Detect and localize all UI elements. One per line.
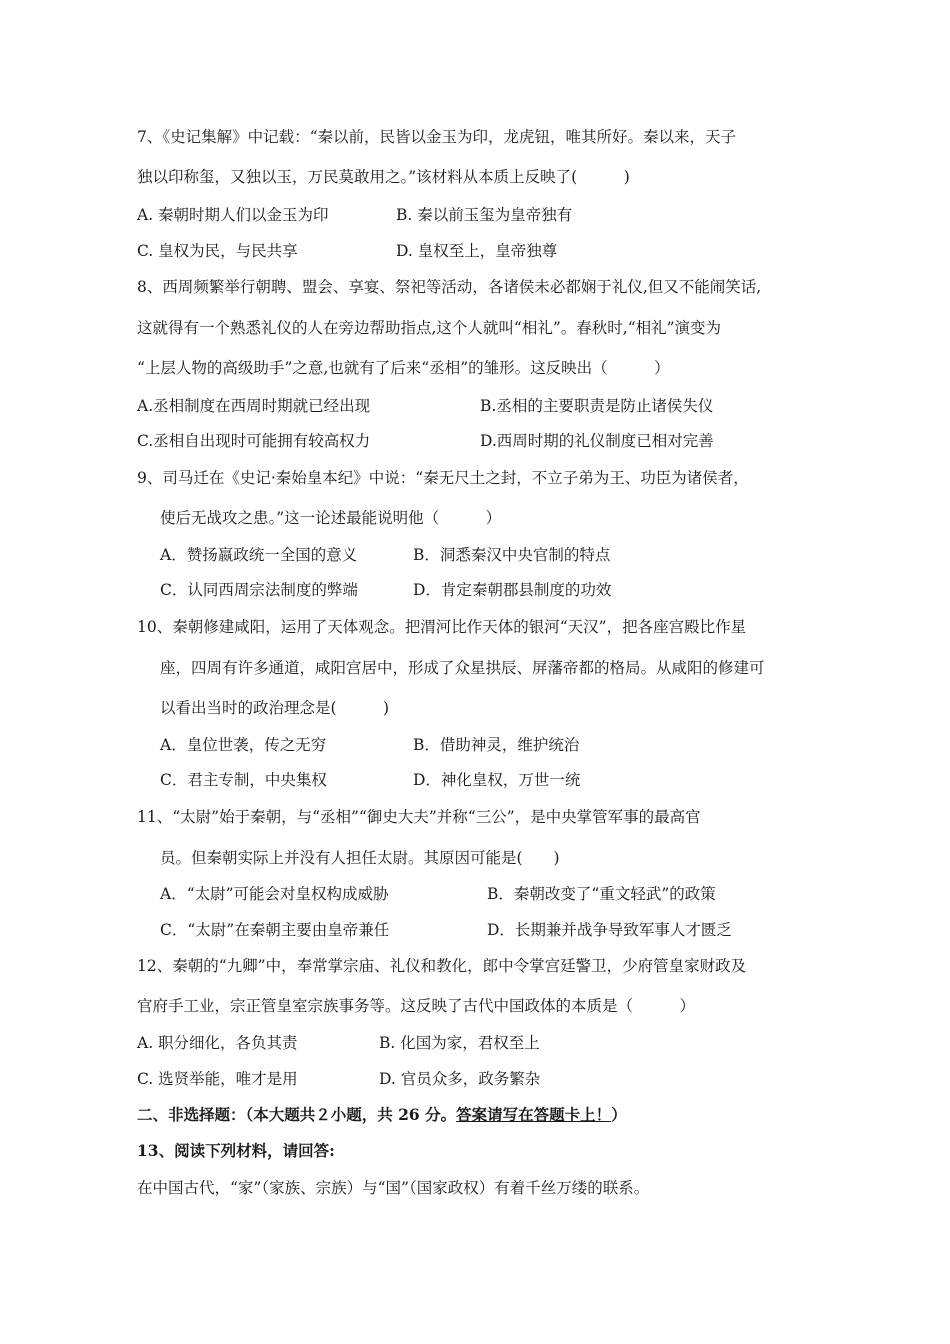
q11-stem-line2: 员。但秦朝实际上并没有人担任太尉。其原因可能是( ) — [160, 849, 560, 867]
q7-option-b: B. 秦以前玉玺为皇帝独有 — [396, 206, 573, 224]
q10-option-c: C．君主专制，中央集权 — [160, 771, 327, 789]
q8-option-d: D.西周时期的礼仪制度已相对完善 — [480, 432, 714, 450]
q9-option-a: A．赞扬嬴政统一全国的意义 — [160, 546, 358, 564]
q8-option-a: A.丞相制度在西周时期就已经出现 — [137, 397, 371, 415]
q10-stem-line3: 以看出当时的政治理念是( ) — [160, 699, 390, 717]
q12-option-a: A. 职分细化，各负其责 — [137, 1034, 298, 1052]
q11-option-a: A．“太尉”可能会对皇权构成威胁 — [160, 885, 389, 903]
q11-option-c: C．“太尉”在秦朝主要由皇帝兼任 — [160, 921, 390, 939]
q11-stem-line1: 11、“太尉”始于秦朝，与“丞相”“御史大夫”并称“三公”，是中央掌管军事的最高官 — [137, 808, 701, 826]
q7-option-c: C. 皇权为民，与民共享 — [137, 242, 298, 260]
q10-stem-line2: 座，四周有许多通道，咸阳宫居中，形成了众星拱辰、屏藩帝都的格局。从咸阳的修建可 — [160, 659, 765, 677]
q12-stem-line1: 12、秦朝的“九卿”中，奉常掌宗庙、礼仪和教化，郎中令掌宫廷警卫，少府管皇家财政及 — [137, 957, 747, 975]
q12-option-d: D. 官员众多，政务繁杂 — [379, 1070, 541, 1088]
section2-title: 二、非选择题：（本大题共２小题，共 26 分。 — [137, 1105, 457, 1124]
q7-option-a: A. 秦朝时期人们以金玉为印 — [137, 206, 329, 224]
q9-option-c: C．认同西周宗法制度的弊端 — [160, 581, 358, 599]
q8-stem-line1: 8、西周频繁举行朝聘、盟会、享宴、祭祀等活动，各诸侯未必都娴于礼仪,但又不能闹笑话, — [137, 278, 762, 296]
q7-option-d: D. 皇权至上，皇帝独尊 — [396, 242, 558, 260]
q10-option-b: B．借助神灵，维护统治 — [413, 736, 580, 754]
q12-stem-line2: 官府手工业，宗正管皇室宗族事务等。这反映了古代中国政体的本质是（ ） — [137, 997, 696, 1015]
q10-option-d: D．神化皇权，万世一统 — [413, 771, 581, 789]
q8-option-b: B.丞相的主要职责是防止诸侯失仪 — [480, 397, 714, 415]
q12-option-c: C. 选贤举能，唯才是用 — [137, 1070, 298, 1088]
q11-option-d: D．长期兼并战争导致军事人才匮乏 — [487, 921, 732, 939]
section2-heading — [137, 1105, 627, 1125]
q10-option-a: A．皇位世袭，传之无穷 — [160, 736, 327, 754]
section2-answer-note: 答案请写在答题卡上！ — [456, 1105, 612, 1124]
q7-stem-line2: 独以印称玺，又独以玉，万民莫敢用之。”该材料从本质上反映了( ) — [137, 168, 630, 186]
q9-stem-line1: 9、司马迁在《史记·秦始皇本纪》中说：“秦无尺土之封，不立子弟为王、功臣为诸侯者， — [137, 469, 749, 487]
q10-stem-line1: 10、秦朝修建咸阳，运用了天体观念。把渭河比作天体的银河“天汉”，把各座宫殿比作星 — [137, 618, 747, 636]
q8-option-c: C.丞相自出现时可能拥有较高权力 — [137, 432, 371, 450]
q12-option-b: B. 化国为家，君权至上 — [379, 1034, 540, 1052]
section2-title-end: ） — [611, 1105, 627, 1124]
q9-stem-line2: 使后无战攻之患。”这一论述最能说明他（ ） — [160, 509, 502, 527]
q9-option-d: D．肯定秦朝郡县制度的功效 — [413, 581, 612, 599]
q9-option-b: B．洞悉秦汉中央官制的特点 — [413, 546, 611, 564]
q8-stem-line3: “上层人物的高级助手”之意,也就有了后来“丞相”的雏形。这反映出（ ） — [137, 359, 670, 377]
q13-title: 13、阅读下列材料，请回答: — [137, 1141, 335, 1160]
q8-stem-line2: 这就得有一个熟悉礼仪的人在旁边帮助指点,这个人就叫“相礼”。春秋时,“相礼”演变为 — [137, 319, 722, 337]
q7-stem-line1: 7、《史记集解》中记载：“秦以前，民皆以金玉为印，龙虎钮，唯其所好。秦以来，天子 — [137, 128, 737, 146]
q13-line1: 在中国古代，“家”（家族、宗族）与“国”（国家政权）有着千丝万缕的联系。 — [137, 1179, 650, 1197]
q11-option-b: B．秦朝改变了“重文轻武”的政策 — [487, 885, 716, 903]
